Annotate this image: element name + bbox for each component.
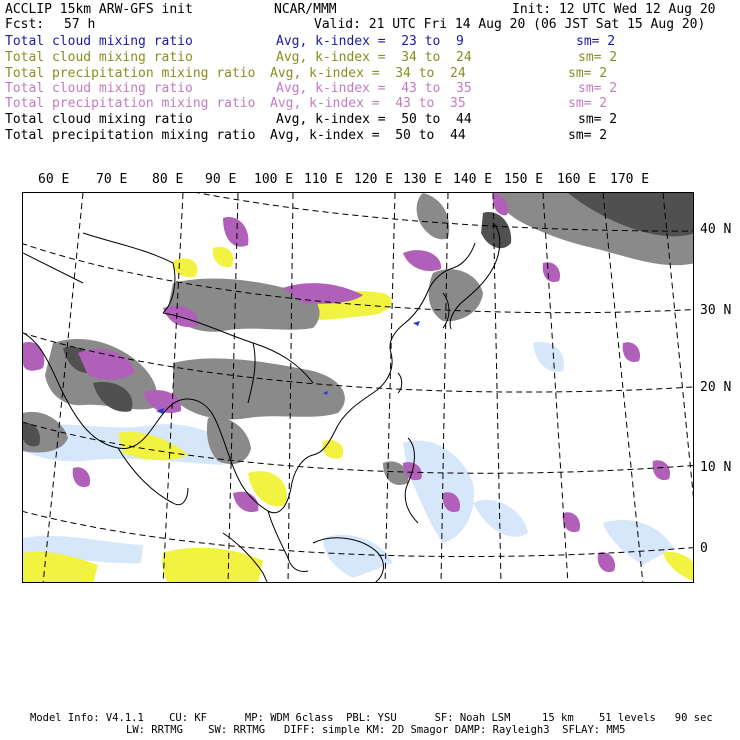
purple-patch-1 bbox=[23, 342, 44, 371]
legend-name-4: Total cloud mixing ratio bbox=[5, 81, 193, 96]
lon-label-70e: 70 E bbox=[96, 172, 128, 187]
purple-patch-10 bbox=[543, 262, 560, 282]
gray-patch-2 bbox=[417, 193, 450, 239]
lon-label-110e: 110 E bbox=[304, 172, 344, 187]
model-title: ACCLIP 15km ARW-GFS init bbox=[5, 2, 193, 17]
coast-indochina bbox=[268, 511, 308, 571]
purple-patch-7 bbox=[233, 492, 258, 512]
yellow-patch-7 bbox=[173, 258, 198, 277]
yellow-patch-8 bbox=[323, 440, 344, 458]
gray-patch-8 bbox=[429, 269, 483, 321]
purple-patch-11 bbox=[623, 342, 640, 362]
yellow-patch-3 bbox=[162, 548, 263, 583]
gray-patch-5 bbox=[173, 358, 345, 419]
lon-label-160e: 160 E bbox=[557, 172, 597, 187]
border-2 bbox=[83, 233, 173, 263]
legend-name-3: Total precipitation mixing ratio bbox=[5, 66, 256, 81]
purple-patch-13 bbox=[598, 552, 615, 572]
fcst-label: Fcst: bbox=[5, 17, 45, 32]
coast-taiwan bbox=[398, 373, 402, 393]
init-time: Init: 12 UTC Wed 12 Aug 20 bbox=[512, 2, 716, 17]
dark-gray-patch-2 bbox=[481, 212, 511, 248]
legend-sm-5: sm= 2 bbox=[568, 96, 608, 111]
lon-label-80e: 80 E bbox=[152, 172, 184, 187]
legend-sm-1: sm= 2 bbox=[576, 34, 616, 49]
blue-dot-2 bbox=[413, 321, 420, 326]
legend-sm-6: sm= 2 bbox=[578, 112, 618, 127]
lat-label-10n: 10 N bbox=[700, 460, 732, 475]
lon-label-140e: 140 E bbox=[453, 172, 493, 187]
legend-avg-6: Avg, k-index = 50 to 44 bbox=[276, 112, 472, 127]
lon-label-120e: 120 E bbox=[354, 172, 394, 187]
lon-label-90e: 90 E bbox=[205, 172, 237, 187]
forecast-map bbox=[22, 192, 694, 583]
legend-sm-4: sm= 2 bbox=[578, 81, 618, 96]
legend-avg-4: Avg, k-index = 43 to 35 bbox=[276, 81, 472, 96]
purple-patch-12 bbox=[563, 512, 580, 532]
legend-avg-5: Avg, k-index = 43 to 35 bbox=[270, 96, 466, 111]
legend-name-5: Total precipitation mixing ratio bbox=[5, 96, 256, 111]
purple-patch-6 bbox=[403, 250, 441, 271]
longitude-line-120e bbox=[385, 193, 395, 583]
lon-label-100e: 100 E bbox=[254, 172, 294, 187]
model-info-line-2: LW: RRTMG SW: RRTMG DIFF: simple KM: 2D Smagor DAMP: Rayleigh3 SFLAY: MM5 bbox=[126, 724, 626, 736]
legend-name-6: Total cloud mixing ratio bbox=[5, 112, 193, 127]
legend-avg-7: Avg, k-index = 50 to 44 bbox=[270, 128, 466, 143]
lb-patch-7 bbox=[473, 500, 528, 537]
longitude-line-150e bbox=[543, 193, 568, 583]
lb-patch-3 bbox=[403, 441, 474, 543]
lon-label-150e: 150 E bbox=[504, 172, 544, 187]
legend-sm-3: sm= 2 bbox=[568, 66, 608, 81]
lb-patch-6 bbox=[533, 342, 564, 372]
purple-patch-4 bbox=[223, 217, 248, 247]
legend-name-2: Total cloud mixing ratio bbox=[5, 50, 193, 65]
lon-label-130e: 130 E bbox=[403, 172, 443, 187]
lb-patch-5 bbox=[603, 520, 673, 565]
lon-label-170e: 170 E bbox=[610, 172, 650, 187]
border-5 bbox=[23, 253, 83, 283]
lat-label-20n: 20 N bbox=[700, 380, 732, 395]
fcst-value: 57 h bbox=[64, 17, 96, 32]
legend-sm-7: sm= 2 bbox=[568, 128, 608, 143]
lat-label-40n: 40 N bbox=[700, 222, 732, 237]
legend-avg-3: Avg, k-index = 34 to 24 bbox=[270, 66, 466, 81]
purple-patch-16 bbox=[73, 467, 90, 487]
purple-patch-14 bbox=[653, 460, 670, 480]
legend-sm-2: sm= 2 bbox=[578, 50, 618, 65]
legend-avg-2: Avg, k-index = 34 to 24 bbox=[276, 50, 472, 65]
model-info-line-1: Model Info: V4.1.1 CU: KF MP: WDM 6class PBL: YSU SF: Noah LSM 15 km 51 levels 90 sec bbox=[30, 712, 713, 724]
legend-name-7: Total precipitation mixing ratio bbox=[5, 128, 256, 143]
lon-label-60e: 60 E bbox=[38, 172, 70, 187]
yellow-patch-9 bbox=[663, 552, 694, 581]
lat-label-30n: 30 N bbox=[700, 303, 732, 318]
yellow-patch-6 bbox=[213, 247, 234, 267]
center-label: NCAR/MMM bbox=[274, 2, 337, 17]
legend-avg-1: Avg, k-index = 23 to 9 bbox=[276, 34, 464, 49]
lat-label-0: 0 bbox=[700, 541, 708, 556]
valid-time: Valid: 21 UTC Fri 14 Aug 20 (06 JST Sat 15 Aug 20) bbox=[314, 17, 706, 32]
map-canvas bbox=[23, 193, 694, 583]
legend-name-1: Total cloud mixing ratio bbox=[5, 34, 193, 49]
